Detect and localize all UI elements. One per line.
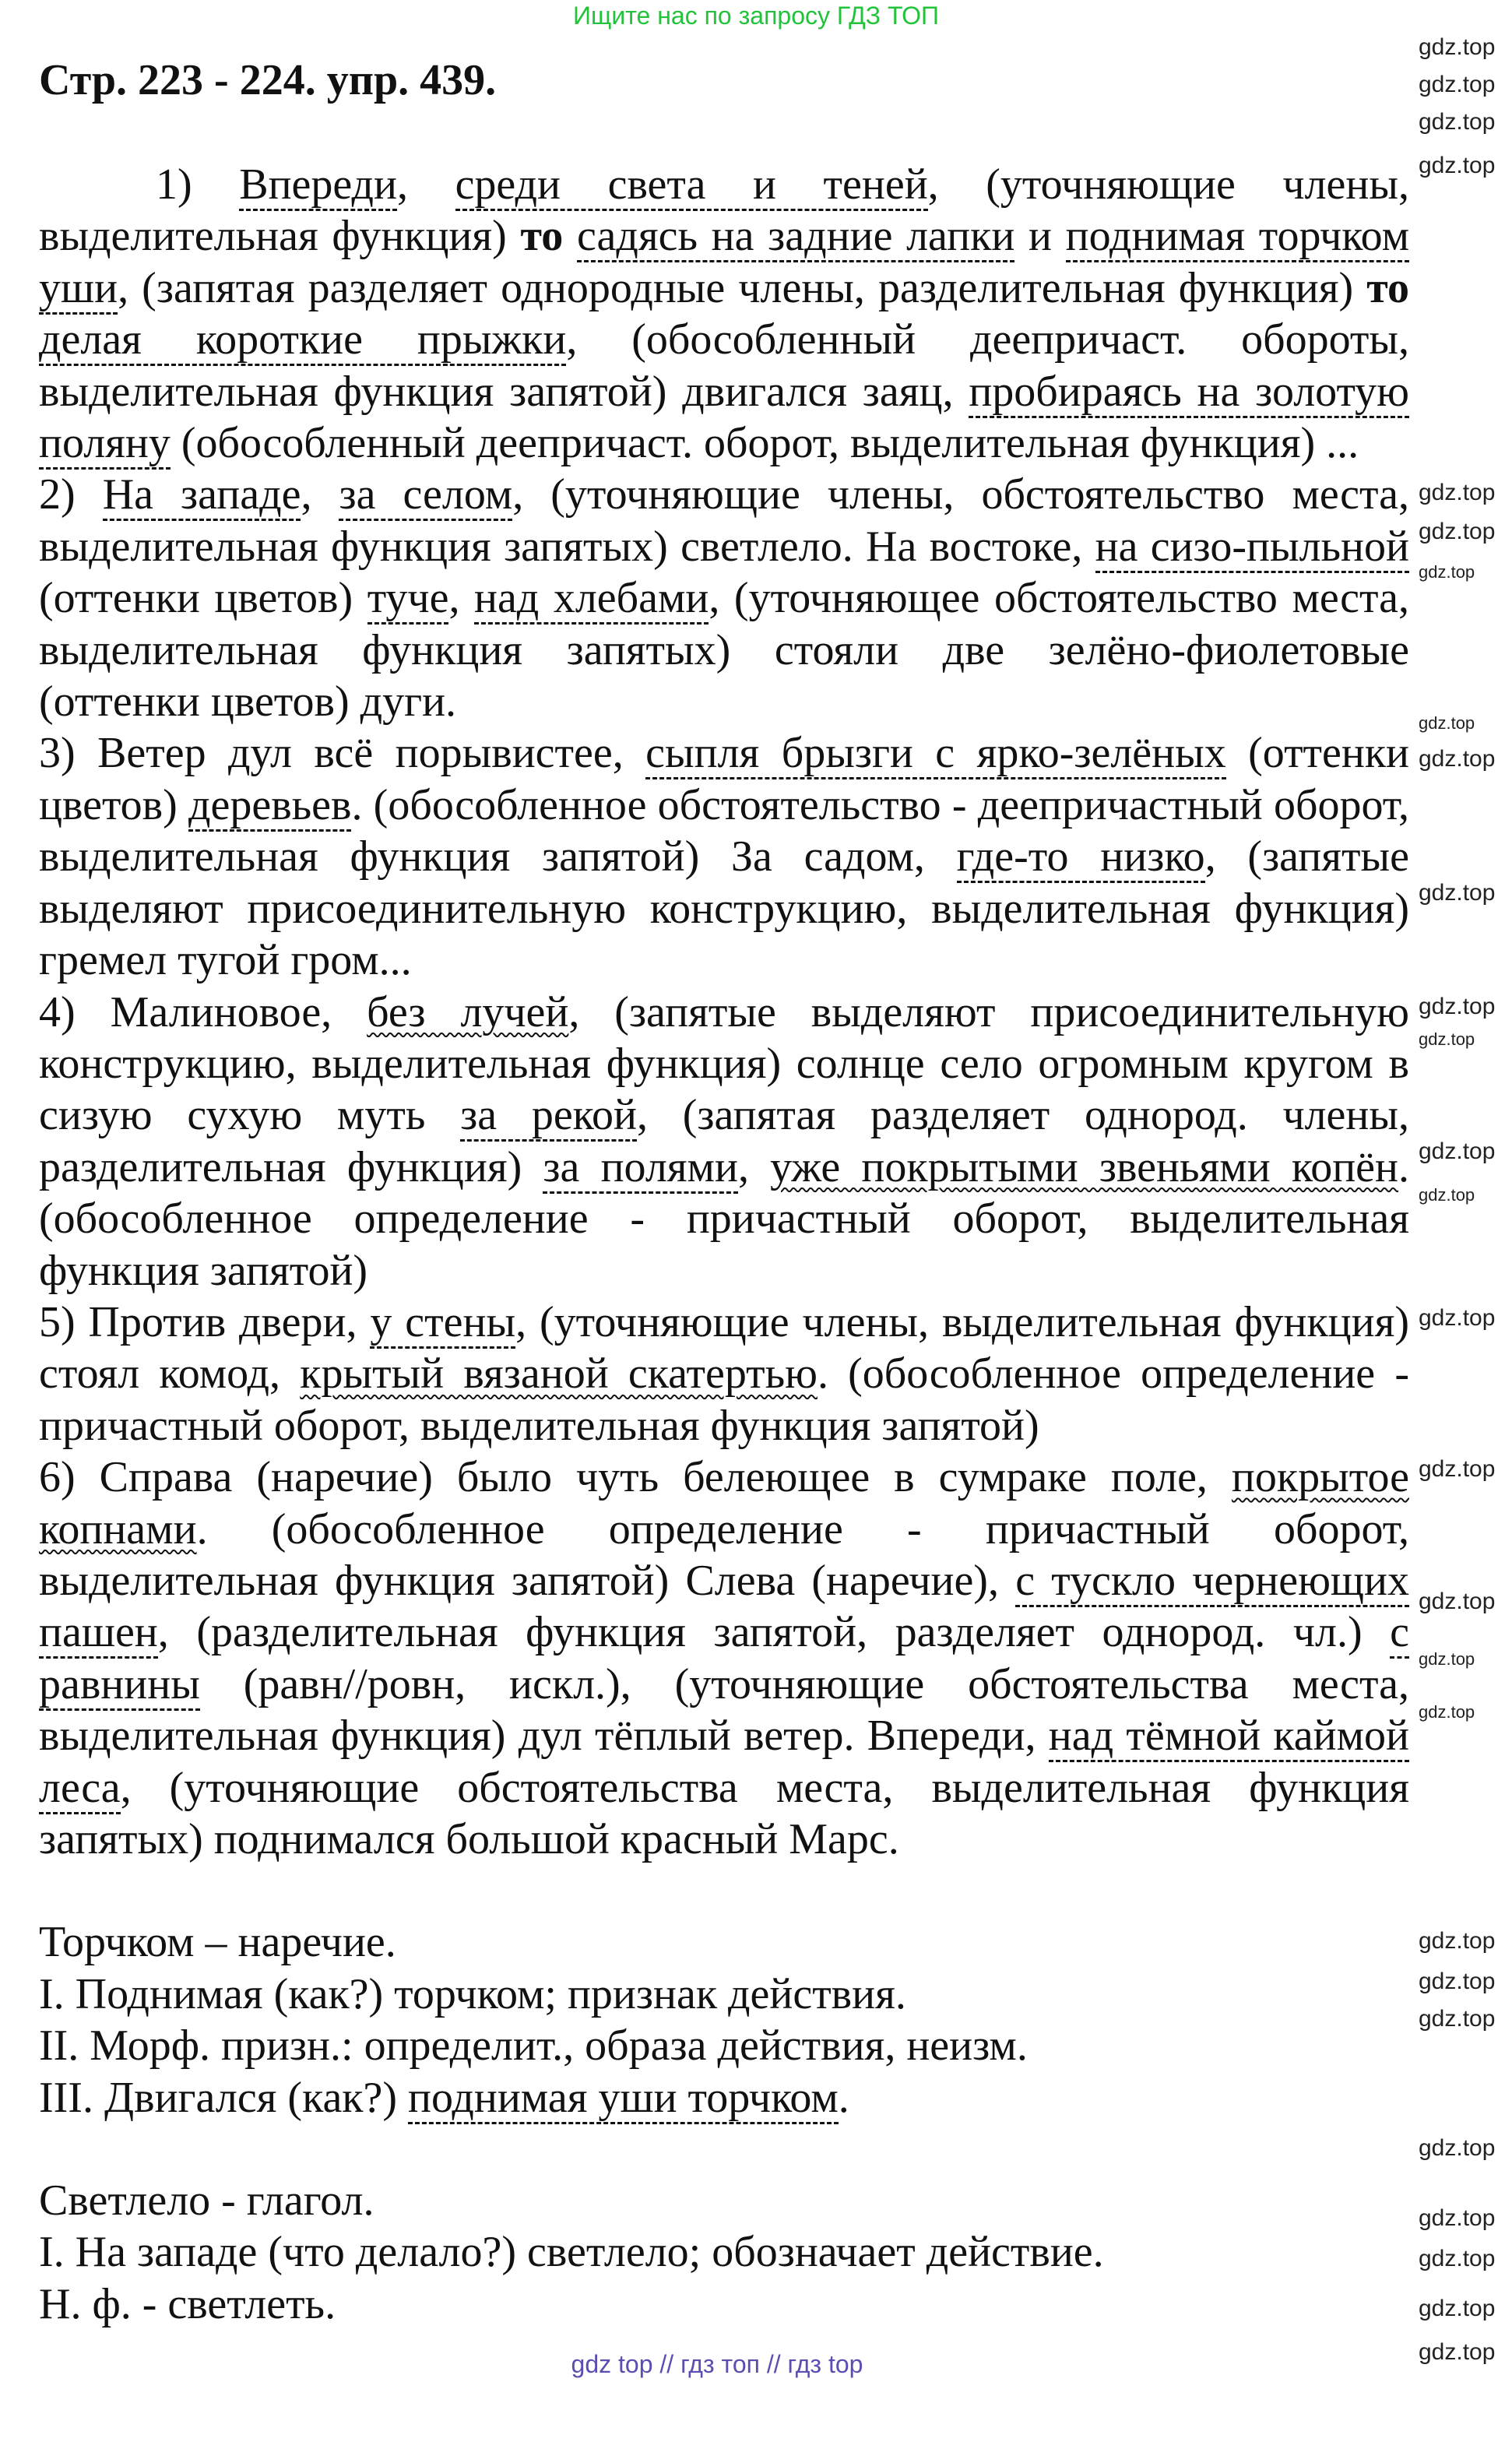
- text-segment: , (уточняющие члены, выделительная функция): [39, 160, 1409, 261]
- text-segment: 1): [156, 160, 240, 209]
- text-segment: , (уточняющие обстоятельства места, выделительная функция запятых) поднимался большой красный Марс.: [39, 1763, 1409, 1863]
- watermark: gdz.top: [1419, 34, 1496, 60]
- underlined-adverbial: На западе: [103, 470, 301, 521]
- text-segment: (обособленный деепричаст. оборот, выделительная функция) ...: [170, 419, 1359, 468]
- underlined-adverbial: Впереди: [239, 160, 397, 211]
- underlined-adverbial: с тускло чернеющих пашен: [39, 1557, 1409, 1659]
- text-segment: , (запятая разделяет однородные члены, разделительная функция): [118, 263, 1367, 312]
- underlined-adverbial: за селом: [339, 470, 512, 521]
- watermark: gdz.top: [1419, 1029, 1475, 1049]
- morph-text: III. Двигался (как?): [39, 2073, 409, 2122]
- underlined-attribute: покрытое копнами: [39, 1453, 1409, 1553]
- watermark: gdz.top: [1419, 2135, 1496, 2161]
- text-segment: ,: [737, 1142, 771, 1191]
- watermark: gdz.top: [1419, 713, 1475, 733]
- text-segment: 2): [39, 470, 103, 519]
- watermark: gdz.top: [1419, 1305, 1496, 1331]
- underlined-attribute: уже покрытыми звеньями копён: [770, 1142, 1399, 1191]
- watermark: gdz.top: [1419, 1138, 1496, 1164]
- bold-word: то: [1366, 263, 1409, 312]
- underlined-adverbial: над тёмной каймой леса: [39, 1712, 1409, 1814]
- text-segment: , (обособленный деепричаст. обороты, выделительная функция запятой) двигался заяц,: [39, 315, 1410, 416]
- watermark: gdz.top: [1419, 1928, 1496, 1954]
- text-segment: и: [1014, 212, 1066, 261]
- morph-text: .: [838, 2073, 849, 2122]
- text-segment: ,: [448, 574, 474, 623]
- underlined-adverbial: сыпля брызги с ярко-зелёных: [645, 729, 1226, 779]
- watermark: gdz.top: [1419, 880, 1496, 906]
- underlined-attribute: крытый вязаной скатертью: [300, 1349, 818, 1399]
- watermark: gdz.top: [1419, 1589, 1496, 1614]
- watermark: gdz.top: [1419, 2246, 1496, 2271]
- morph-analysis-svetlelo: [39, 2175, 1409, 2330]
- watermark: gdz.top: [1419, 480, 1496, 505]
- morph-line: I. Поднимая (как?) торчком; признак действия.: [39, 1969, 906, 2018]
- text-segment: , (запятые выделяют присоединительную конструкцию, выделительная функция) гремел тугой гром...: [39, 832, 1409, 985]
- text-segment: . (обособленное обстоятельство - деепричастный оборот, выделительная функция запятой) За садом,: [39, 780, 1410, 881]
- morph-line: Н. ф. - светлеть.: [39, 2279, 336, 2328]
- text-segment: . (обособленное определение - причастный оборот, выделительная функция запятой): [39, 1142, 1410, 1295]
- morph-line: II. Морф. призн.: определит., образа действия, неизм.: [39, 2021, 1028, 2071]
- exercise-item-3: [39, 727, 1409, 986]
- underlined-phrase: поднимая уши торчком: [408, 2074, 839, 2124]
- morph-analysis-torchkom: [39, 1916, 1409, 2123]
- watermark: gdz.top: [1419, 746, 1496, 772]
- underlined-adverbial: среди света и теней: [455, 160, 928, 211]
- text-segment: . (обособленное определение - причастный оборот, выделительная функция запятой): [39, 1349, 1409, 1450]
- text-segment: [563, 212, 577, 260]
- text-segment: , (уточняющие члены, выделительная функция) стоял комод,: [39, 1297, 1409, 1399]
- page-title: Стр. 223 - 224. упр. 439.: [39, 56, 497, 104]
- text-segment: ,: [397, 160, 455, 209]
- watermark: gdz.top: [1419, 2296, 1496, 2321]
- text-segment: , (уточняющее обстоятельство места, выделительная функция запятых) стояли две зелёно-фиолетовые (оттенки цветов) дуги.: [39, 574, 1409, 727]
- underlined-adverbial: делая короткие прыжки: [39, 315, 566, 366]
- underlined-adverbial: на сизо-пыльной: [1095, 523, 1409, 573]
- watermark: gdz.top: [1419, 1649, 1475, 1669]
- watermark: gdz.top: [1419, 72, 1496, 97]
- underlined-attribute: без лучей: [367, 987, 569, 1036]
- exercise-text: [39, 159, 1409, 1865]
- text-segment: 5) Против двери,: [39, 1297, 371, 1346]
- text-segment: ,: [301, 470, 339, 519]
- morph-heading: Светлело - глагол.: [39, 2176, 374, 2225]
- text-segment: , (разделительная функция запятой, разделяет однород. чл.): [157, 1608, 1391, 1657]
- page-content: [39, 0, 1409, 2395]
- underlined-adverbial: где-то низко: [957, 832, 1205, 883]
- watermark: gdz.top: [1419, 994, 1496, 1019]
- watermark: gdz.top: [1419, 109, 1496, 135]
- watermark: gdz.top: [1419, 153, 1496, 178]
- text-segment: 4) Малиновое,: [39, 987, 367, 1036]
- morph-line: I. На западе (что делало?) светлело; обозначает действие.: [39, 2228, 1104, 2277]
- underlined-adverbial: пробираясь на золотую поляну: [39, 368, 1409, 470]
- search-banner: Ищите нас по запросу ГДЗ ТОП: [573, 2, 939, 30]
- watermark: gdz.top: [1419, 2006, 1496, 2032]
- exercise-item-4: [39, 987, 1409, 1297]
- watermark: gdz.top: [1419, 2339, 1496, 2365]
- watermark: gdz.top: [1419, 519, 1496, 544]
- footer-links[interactable]: gdz top // гдз топ // гдз top: [571, 2350, 863, 2379]
- text-segment: (равн//ровн, искл.), (уточняющие обстоятельства места, выделительная функция) дул тёплый ветер. Впереди,: [39, 1659, 1409, 1761]
- text-segment: (оттенки цветов): [39, 574, 367, 623]
- underlined-adverbial: у стены: [370, 1298, 515, 1349]
- text-segment: , (запятые выделяют присоединительную конструкцию, выделительная функция) солнце село огромным кругом в сизую сухую муть: [39, 987, 1409, 1140]
- text-segment: 6) Справа (наречие) было чуть белеющее в сумраке поле,: [39, 1453, 1232, 1502]
- text-segment: , (запятая разделяет однород. члены, разделительная функция): [39, 1091, 1409, 1191]
- morph-line: [39, 2072, 1409, 2123]
- underlined-adverbial: над хлебами: [474, 574, 709, 625]
- exercise-item-2: [39, 469, 1409, 727]
- bold-word: то: [520, 212, 564, 261]
- watermark: gdz.top: [1419, 1185, 1475, 1205]
- text-segment: (оттенки цветов): [39, 729, 1410, 829]
- exercise-item-5: [39, 1297, 1409, 1451]
- underlined-adverbial: за полями: [543, 1143, 738, 1194]
- underlined-adverbial: туче: [367, 574, 449, 625]
- text-segment: , (уточняющие члены, обстоятельство места, выделительная функция запятых) светлело. На востоке,: [39, 470, 1409, 571]
- text-segment: 3) Ветер дул всё порывистее,: [39, 729, 646, 778]
- watermark: gdz.top: [1419, 1969, 1496, 1994]
- morph-heading: Торчком – наречие.: [39, 1918, 396, 1967]
- watermark: gdz.top: [1419, 1456, 1496, 1482]
- underlined-adverbial: деревьев: [188, 781, 351, 832]
- watermark: gdz.top: [1419, 1702, 1475, 1722]
- underlined-adverbial: садясь на задние лапки: [577, 212, 1014, 262]
- underlined-adverbial: с равнины: [39, 1608, 1409, 1710]
- exercise-item-1: [39, 159, 1409, 469]
- watermark: gdz.top: [1419, 562, 1475, 582]
- text-segment: . (обособленное определение - причастный оборот, выделительная функция запятой) Слева (наречие),: [39, 1504, 1409, 1605]
- exercise-item-6: [39, 1451, 1409, 1865]
- underlined-adverbial: поднимая торчком уши: [39, 212, 1409, 314]
- underlined-adverbial: за рекой: [460, 1091, 637, 1142]
- watermark: gdz.top: [1419, 2205, 1496, 2231]
